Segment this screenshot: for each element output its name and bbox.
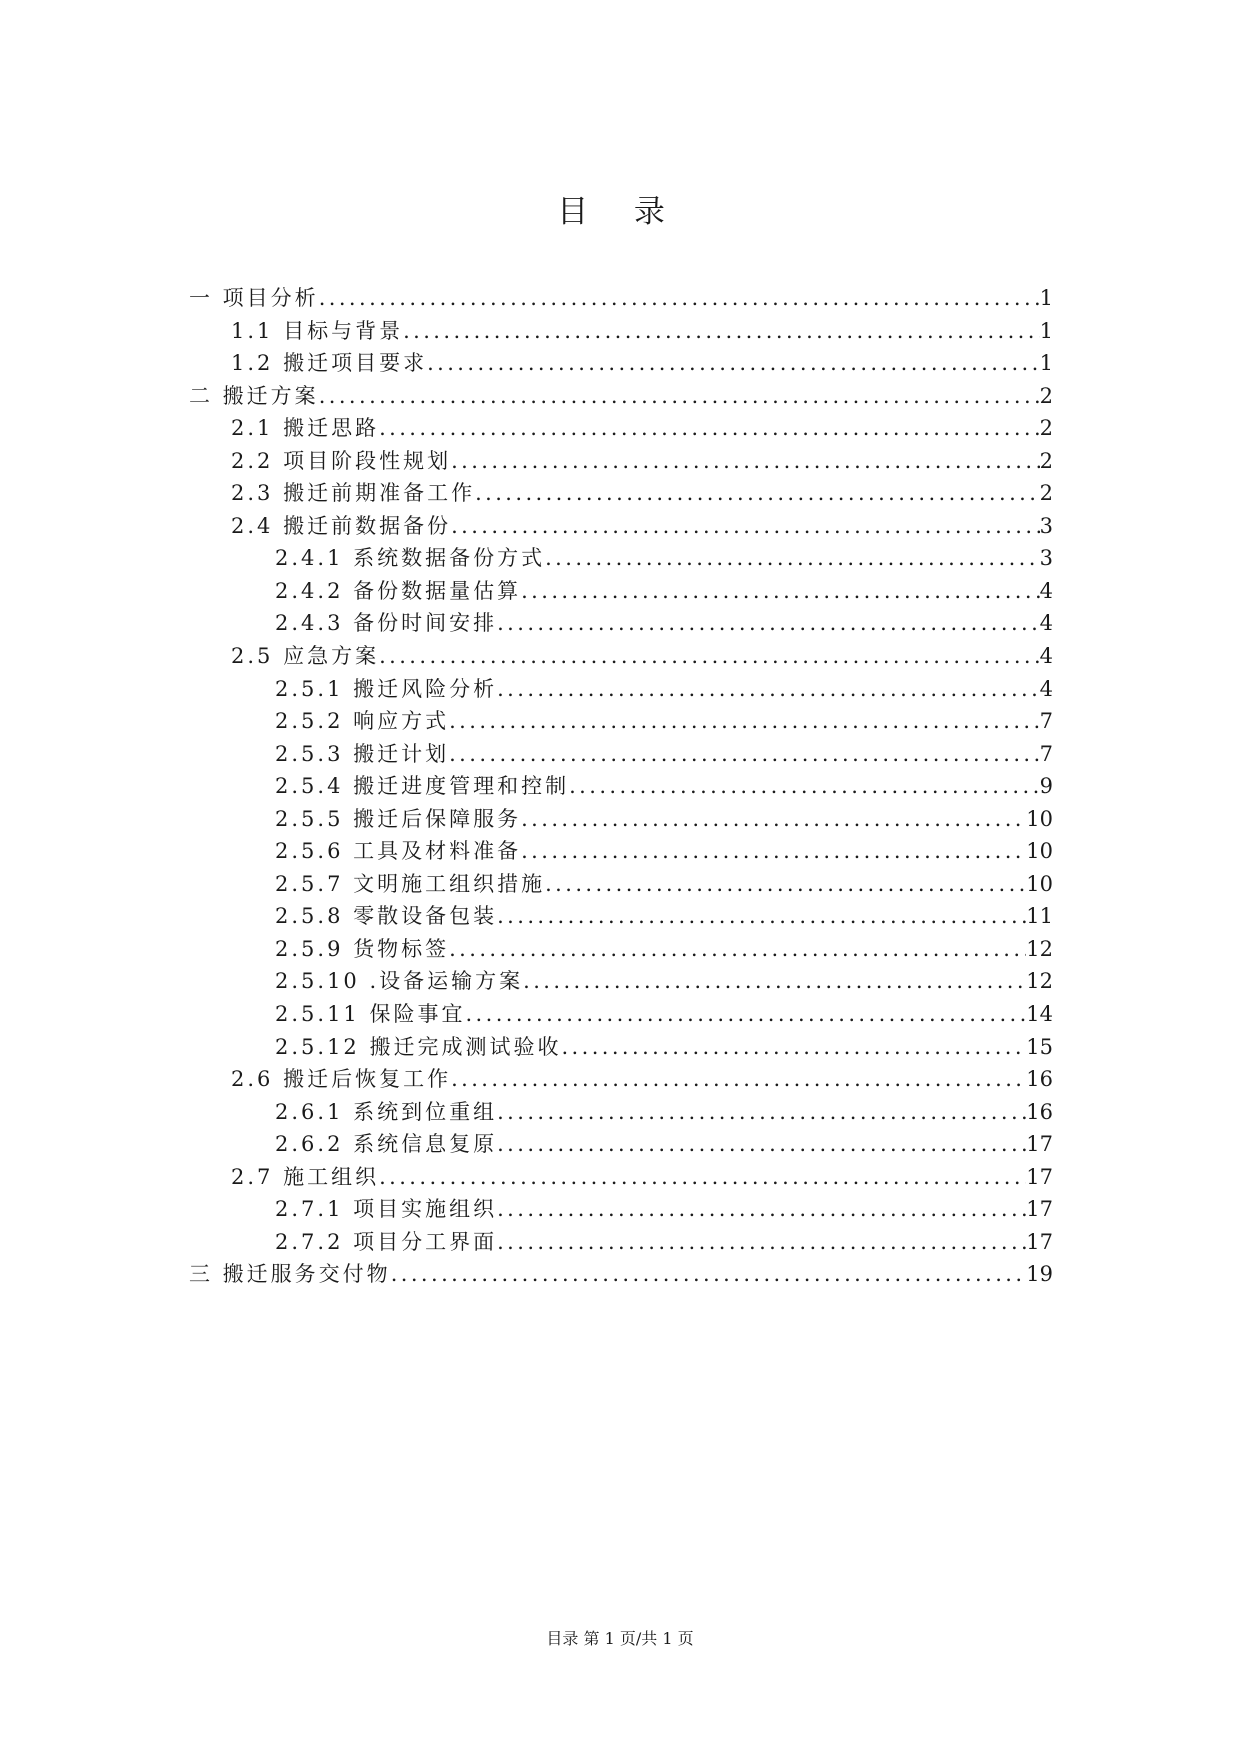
toc-entry-label: 三 搬迁服务交付物 [189,1262,391,1287]
toc-entry[interactable] [189,835,1053,868]
toc-entry[interactable] [189,998,1053,1031]
page-footer: 目录 第 1 页/共 1 页 [546,1629,694,1648]
toc-entry[interactable] [189,445,1053,478]
toc-entry[interactable] [189,477,1053,510]
toc-entry-page-number: 15 [1026,1034,1053,1059]
toc-entry-label: 2.7.1 项目实施组织 [275,1197,498,1222]
toc-dot-leader [379,1161,1026,1193]
toc-entry-page-number: 12 [1026,936,1053,961]
toc-entry-label: 2.3 搬迁前期准备工作 [231,481,476,506]
toc-entry-label: 2.2 项目阶段性规划 [231,448,452,473]
toc-entry-page-number: 1 [1039,318,1053,343]
toc-entry[interactable] [189,347,1053,380]
table-of-contents [189,282,1053,1291]
toc-entry[interactable] [189,738,1053,771]
toc-dot-leader [497,1096,1026,1128]
toc-dot-leader [497,673,1040,705]
toc-entry-page-number: 19 [1026,1262,1053,1287]
toc-entry-page-number: 2 [1039,448,1053,473]
toc-dot-leader [319,282,1040,314]
toc-dot-leader [391,1258,1027,1290]
toc-entry-page-number: 4 [1039,676,1053,701]
toc-entry-page-number: 9 [1039,774,1053,799]
toc-entry-page-number: 10 [1026,839,1053,864]
toc-entry[interactable] [189,868,1053,901]
toc-entry-label: 2.4.3 备份时间安排 [275,611,498,636]
toc-dot-leader [521,575,1040,607]
toc-entry-label: 2.6.2 系统信息复原 [275,1132,498,1157]
toc-entry-page-number: 14 [1026,1002,1053,1027]
toc-entry[interactable] [189,510,1053,543]
toc-dot-leader [545,868,1026,900]
toc-dot-leader [521,835,1026,867]
toc-entry[interactable] [189,673,1053,706]
toc-dot-leader [497,900,1026,932]
toc-entry[interactable] [189,607,1053,640]
toc-entry-page-number: 1 [1039,351,1053,376]
toc-entry[interactable] [189,1128,1053,1161]
toc-entry-label: 2.5.3 搬迁计划 [275,741,450,766]
toc-entry[interactable] [189,542,1053,575]
toc-entry-label: 2.6.1 系统到位重组 [275,1099,498,1124]
toc-entry-label: 一 项目分析 [189,286,319,310]
toc-entry[interactable] [189,803,1053,836]
toc-entry-page-number: 10 [1026,806,1053,831]
toc-entry-label: 2.5.5 搬迁后保障服务 [275,806,522,831]
toc-entry-page-number: 1 [1039,286,1053,310]
toc-entry-page-number: 2 [1039,383,1053,408]
toc-entry[interactable] [189,965,1053,998]
toc-dot-leader [561,1031,1026,1063]
toc-dot-leader [569,770,1040,802]
toc-entry-label: 二 搬迁方案 [189,383,319,408]
toc-entry-page-number: 17 [1026,1229,1053,1254]
toc-entry-page-number: 11 [1026,904,1053,929]
toc-dot-leader [451,510,1040,542]
toc-entry-label: 2.5.7 文明施工组织措施 [275,871,546,896]
page-title: 目 录 [557,194,683,230]
toc-dot-leader [451,445,1040,477]
toc-entry[interactable] [189,282,1053,315]
toc-dot-leader [319,380,1040,412]
toc-entry-label: 2.5.9 货物标签 [275,936,450,961]
toc-dot-leader [497,1193,1026,1225]
toc-entry-page-number: 17 [1026,1164,1053,1189]
toc-entry[interactable] [189,1063,1053,1096]
toc-entry[interactable] [189,900,1053,933]
toc-entry-label: 2.5.11 保险事宜 [275,1002,466,1027]
toc-entry-label: 2.5.4 搬迁进度管理和控制 [275,774,570,799]
toc-dot-leader [545,542,1040,574]
toc-dot-leader [449,705,1040,737]
toc-entry-page-number: 16 [1026,1067,1053,1092]
toc-entry-page-number: 2 [1039,416,1053,441]
toc-entry-label: 2.5.10 .设备运输方案 [275,969,524,994]
toc-entry-label: 2.5.8 零散设备包装 [275,904,498,929]
toc-entry-label: 2.4 搬迁前数据备份 [231,513,452,538]
toc-dot-leader [497,1226,1026,1258]
toc-entry[interactable] [189,575,1053,608]
toc-entry-page-number: 3 [1039,546,1053,571]
toc-entry[interactable] [189,705,1053,738]
toc-entry[interactable] [189,1226,1053,1259]
toc-entry-label: 2.5.6 工具及材料准备 [275,839,522,864]
toc-entry-label: 2.7 施工组织 [231,1164,380,1189]
toc-entry-page-number: 16 [1026,1099,1053,1124]
toc-entry-page-number: 17 [1026,1197,1053,1222]
toc-dot-leader [449,933,1026,965]
toc-dot-leader [497,1128,1026,1160]
toc-entry[interactable] [189,770,1053,803]
toc-dot-leader [465,998,1026,1030]
toc-entry[interactable] [189,1258,1053,1291]
toc-entry-label: 2.5 应急方案 [231,644,380,669]
toc-dot-leader [379,640,1040,672]
toc-entry-page-number: 4 [1039,578,1053,603]
toc-entry-page-number: 4 [1039,644,1053,669]
toc-entry[interactable] [189,1161,1053,1194]
toc-entry-label: 2.4.1 系统数据备份方式 [275,546,546,571]
toc-dot-leader [427,347,1040,379]
toc-entry-page-number: 4 [1039,611,1053,636]
toc-entry-label: 2.5.1 搬迁风险分析 [275,676,498,701]
toc-dot-leader [497,607,1040,639]
toc-dot-leader [523,965,1026,997]
toc-entry[interactable] [189,640,1053,673]
toc-entry-page-number: 17 [1026,1132,1053,1157]
toc-entry-label: 2.1 搬迁思路 [231,416,380,441]
toc-entry-label: 2.6 搬迁后恢复工作 [231,1067,452,1092]
toc-entry-page-number: 2 [1039,481,1053,506]
toc-entry-label: 2.5.12 搬迁完成测试验收 [275,1034,562,1059]
toc-dot-leader [449,738,1040,770]
toc-entry[interactable] [189,315,1053,348]
toc-entry[interactable] [189,1193,1053,1226]
toc-dot-leader [403,315,1040,347]
toc-entry[interactable] [189,1031,1053,1064]
toc-entry-page-number: 12 [1026,969,1053,994]
toc-entry-label: 1.2 搬迁项目要求 [231,351,428,376]
toc-entry[interactable] [189,933,1053,966]
toc-entry-label: 2.4.2 备份数据量估算 [275,578,522,603]
toc-entry-label: 2.7.2 项目分工界面 [275,1229,498,1254]
toc-dot-leader [379,412,1040,444]
toc-entry[interactable] [189,1096,1053,1129]
toc-entry-label: 2.5.2 响应方式 [275,709,450,734]
toc-entry-label: 1.1 目标与背景 [231,318,404,343]
toc-entry-page-number: 7 [1039,741,1053,766]
toc-entry[interactable] [189,380,1053,413]
toc-dot-leader [475,477,1040,509]
toc-entry-page-number: 10 [1026,871,1053,896]
toc-entry-page-number: 7 [1039,709,1053,734]
toc-dot-leader [521,803,1026,835]
toc-entry[interactable] [189,412,1053,445]
toc-entry-page-number: 3 [1039,513,1053,538]
toc-dot-leader [451,1063,1026,1095]
